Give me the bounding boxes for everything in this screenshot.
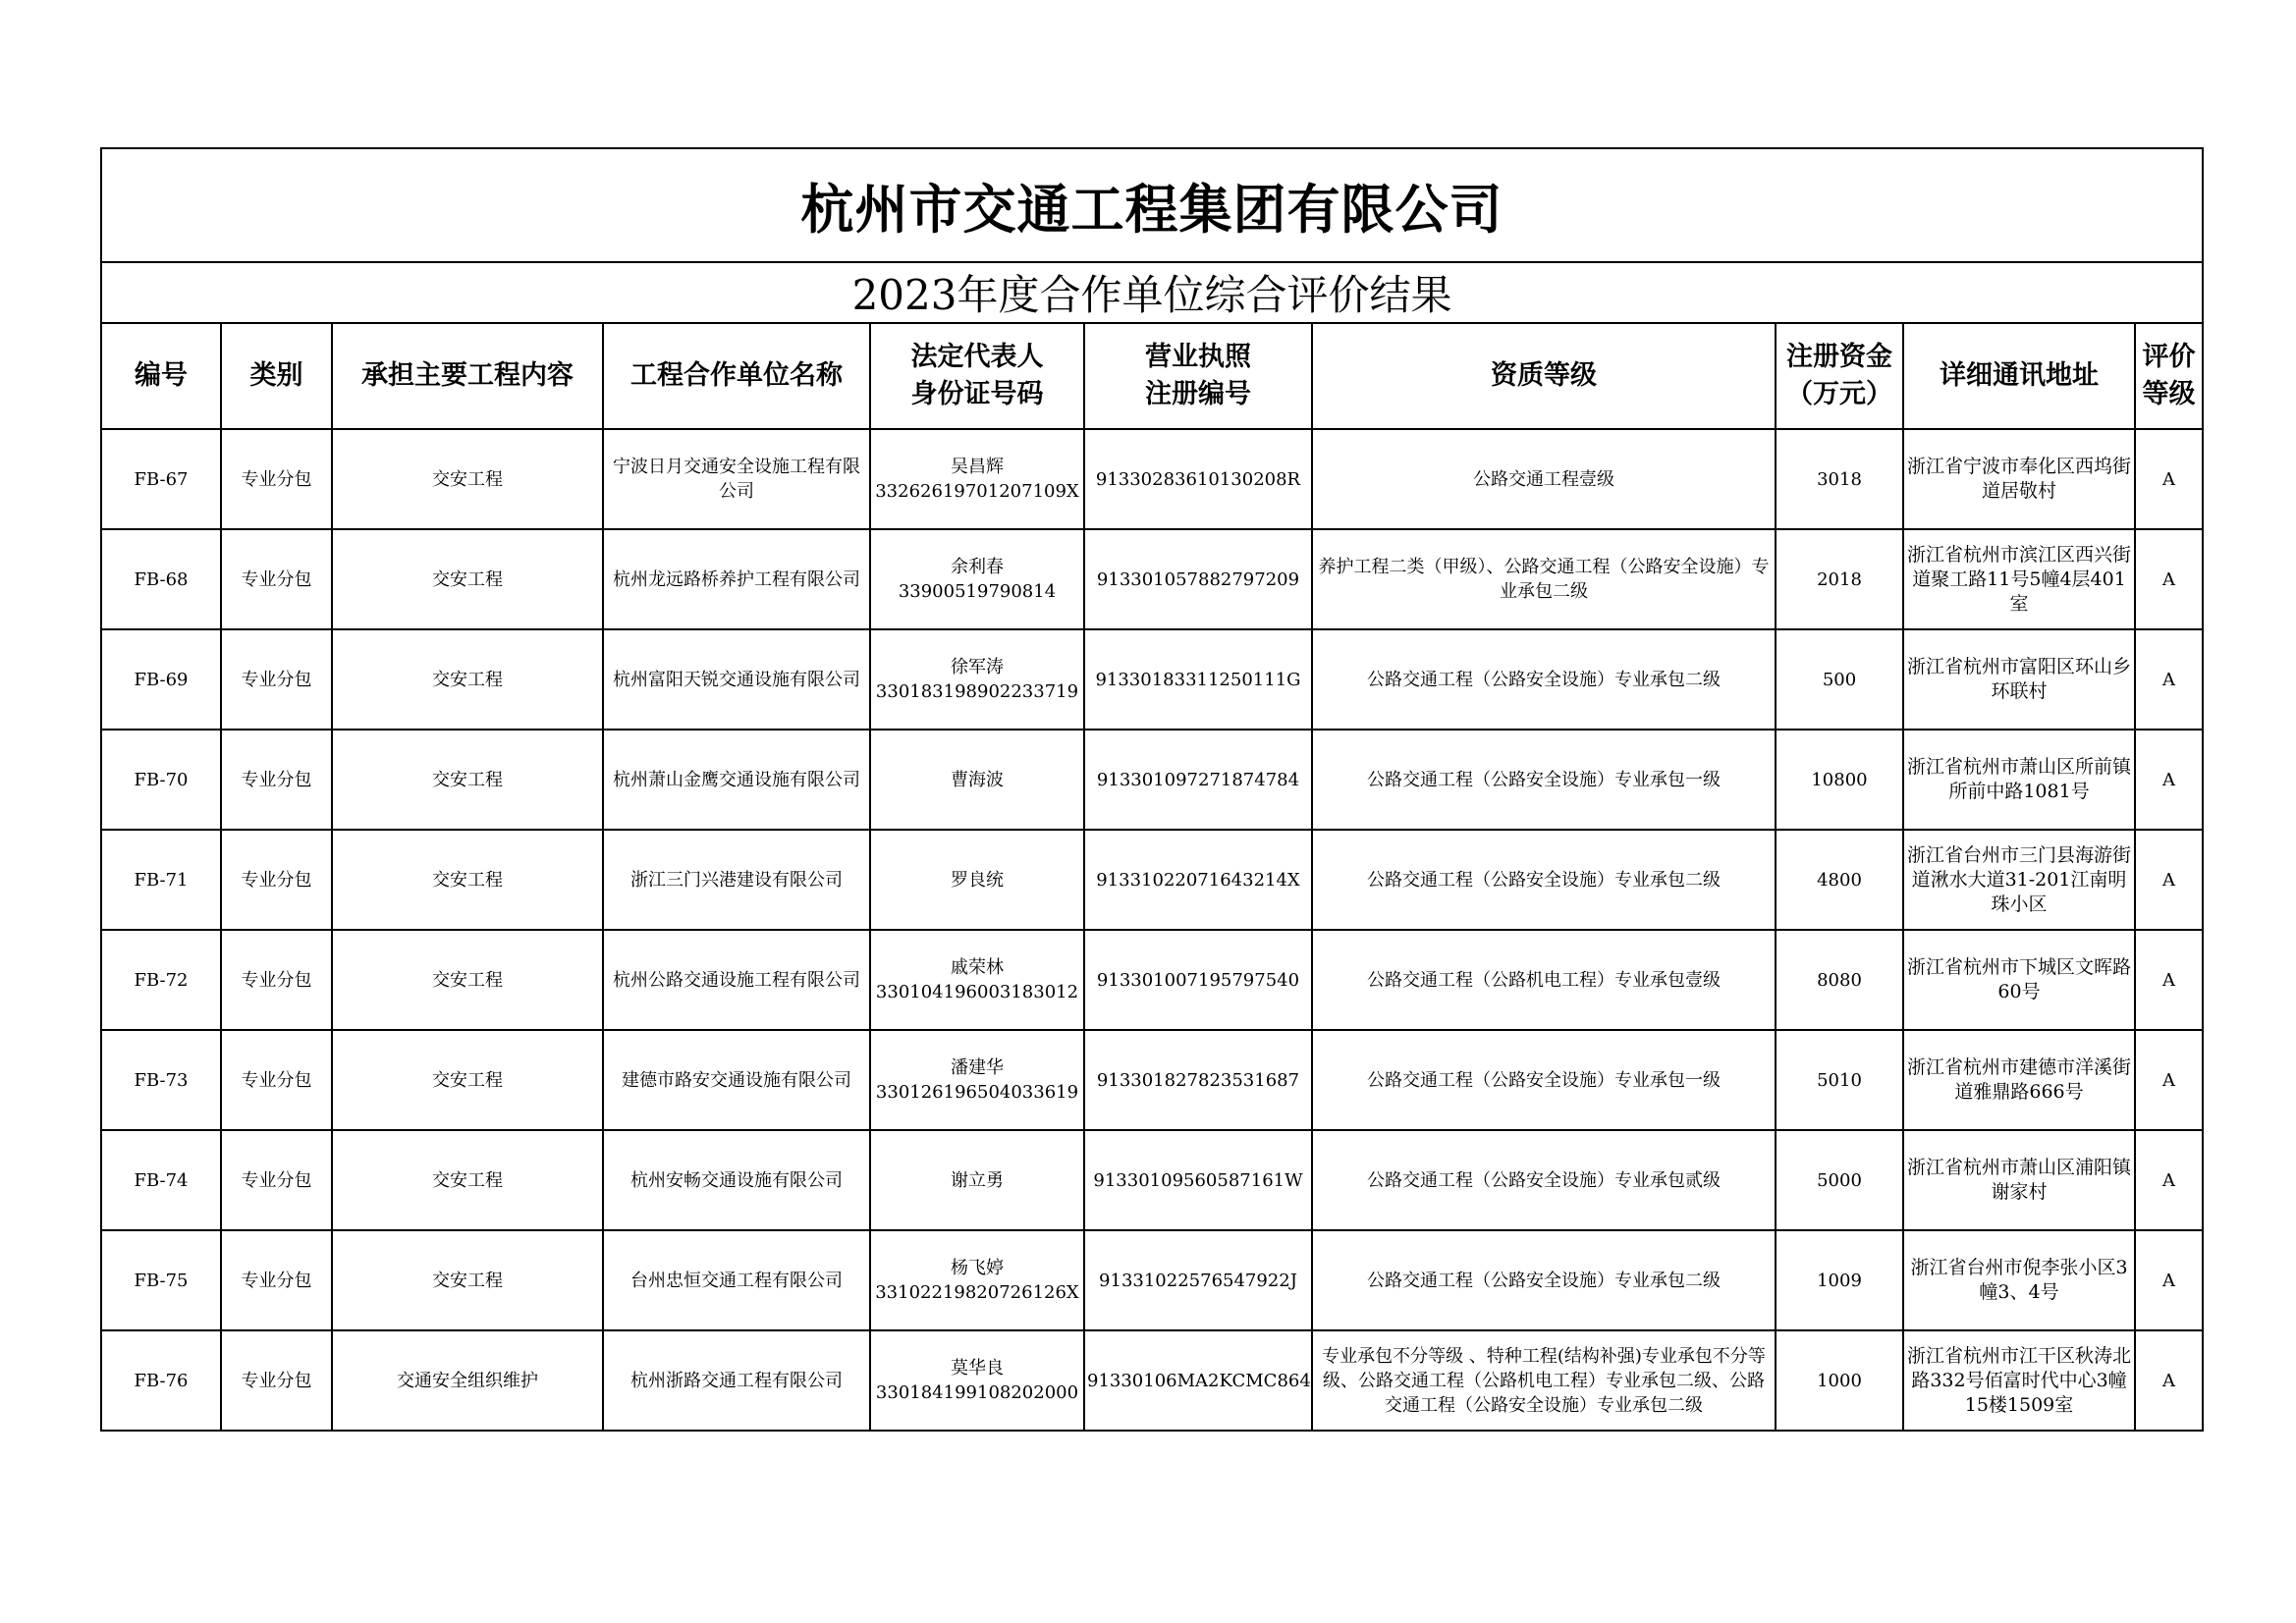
evaluation-table (100, 147, 2204, 1432)
cell-address: 浙江省杭州市萧山区浦阳镇谢家村 (1903, 1130, 2135, 1230)
cell-grade: A (2135, 1030, 2203, 1130)
header-category: 类别 (221, 323, 332, 429)
cell-unit: 杭州富阳天锐交通设施有限公司 (603, 629, 870, 730)
cell-grade: A (2135, 429, 2203, 529)
cell-address: 浙江省杭州市滨江区西兴街道聚工路11号5幢4层401室 (1903, 529, 2135, 629)
cell-content: 交安工程 (332, 1230, 603, 1330)
legal-rep-id: 330184199108202000 (875, 1382, 1079, 1403)
header-grade: 评价 等级 (2135, 323, 2203, 429)
cell-license: 913301827823531687 (1084, 1030, 1312, 1130)
cell-category: 专业分包 (221, 1330, 332, 1431)
legal-rep-name: 徐军涛 (951, 657, 1004, 677)
legal-rep-name: 曹海波 (951, 769, 1004, 790)
table-row (101, 930, 2203, 1030)
cell-address: 浙江省杭州市建德市洋溪街道雅鼎路666号 (1903, 1030, 2135, 1130)
cell-address: 浙江省杭州市萧山区所前镇所前中路1081号 (1903, 730, 2135, 830)
cell-category: 专业分包 (221, 830, 332, 930)
legal-rep-id: 33262619701207109X (875, 481, 1079, 502)
table-row (101, 1030, 2203, 1130)
cell-address: 浙江省宁波市奉化区西坞街道居敬村 (1903, 429, 2135, 529)
cell-capital: 5010 (1776, 1030, 1903, 1130)
cell-category: 专业分包 (221, 1030, 332, 1130)
cell-no: FB-76 (101, 1330, 221, 1431)
cell-content: 交安工程 (332, 629, 603, 730)
cell-category: 专业分包 (221, 629, 332, 730)
cell-unit: 杭州浙路交通工程有限公司 (603, 1330, 870, 1431)
cell-unit: 杭州安畅交通设施有限公司 (603, 1130, 870, 1230)
cell-qualification: 公路交通工程（公路安全设施）专业承包贰级 (1312, 1130, 1776, 1230)
legal-rep-name: 罗良统 (951, 869, 1004, 891)
header-capital: 注册资金 （万元） (1776, 323, 1903, 429)
cell-no: FB-71 (101, 830, 221, 930)
cell-no: FB-75 (101, 1230, 221, 1330)
cell-category: 专业分包 (221, 429, 332, 529)
cell-capital: 10800 (1776, 730, 1903, 830)
cell-capital: 5000 (1776, 1130, 1903, 1230)
cell-unit: 浙江三门兴港建设有限公司 (603, 830, 870, 930)
legal-rep-id: 330104196003183012 (875, 982, 1079, 1002)
cell-address: 浙江省杭州市下城区文晖路60号 (1903, 930, 2135, 1030)
header-license: 营业执照 注册编号 (1084, 323, 1312, 429)
cell-qualification: 公路交通工程壹级 (1312, 429, 1776, 529)
company-title: 杭州市交通工程集团有限公司 (101, 148, 2203, 262)
legal-rep-id: 330126196504033619 (875, 1082, 1079, 1103)
cell-license: 91330283610130208R (1084, 429, 1312, 529)
header-no: 编号 (101, 323, 221, 429)
cell-content: 交安工程 (332, 429, 603, 529)
cell-legal-rep (870, 1330, 1084, 1431)
cell-grade: A (2135, 1130, 2203, 1230)
table-row (101, 1130, 2203, 1230)
cell-content: 交安工程 (332, 1030, 603, 1130)
cell-legal-rep (870, 830, 1084, 930)
cell-qualification: 公路交通工程（公路安全设施）专业承包二级 (1312, 1230, 1776, 1330)
header-row (101, 323, 2203, 429)
cell-license: 91331022071643214X (1084, 830, 1312, 930)
cell-qualification: 公路交通工程（公路安全设施）专业承包二级 (1312, 629, 1776, 730)
cell-legal-rep (870, 730, 1084, 830)
cell-legal-rep (870, 1130, 1084, 1230)
legal-rep-name: 莫华良 (951, 1358, 1004, 1379)
cell-address: 浙江省杭州市江干区秋涛北路332号佰富时代中心3幢15楼1509室 (1903, 1330, 2135, 1431)
cell-category: 专业分包 (221, 529, 332, 629)
cell-legal-rep (870, 930, 1084, 1030)
cell-category: 专业分包 (221, 730, 332, 830)
table-row (101, 1330, 2203, 1431)
cell-no: FB-73 (101, 1030, 221, 1130)
cell-legal-rep (870, 1030, 1084, 1130)
header-unit: 工程合作单位名称 (603, 323, 870, 429)
cell-no: FB-67 (101, 429, 221, 529)
cell-unit: 建德市路安交通设施有限公司 (603, 1030, 870, 1130)
cell-license: 913301057882797209 (1084, 529, 1312, 629)
cell-grade: A (2135, 529, 2203, 629)
cell-capital: 3018 (1776, 429, 1903, 529)
legal-rep-name: 戚荣林 (951, 957, 1004, 978)
cell-capital: 500 (1776, 629, 1903, 730)
cell-no: FB-72 (101, 930, 221, 1030)
cell-license: 91331022576547922J (1084, 1230, 1312, 1330)
cell-grade: A (2135, 1230, 2203, 1330)
cell-capital: 2018 (1776, 529, 1903, 629)
legal-rep-name: 吴昌辉 (951, 457, 1004, 477)
header-legal-rep: 法定代表人 身份证号码 (870, 323, 1084, 429)
cell-no: FB-69 (101, 629, 221, 730)
cell-no: FB-70 (101, 730, 221, 830)
cell-content: 交安工程 (332, 1130, 603, 1230)
cell-unit: 杭州龙远路桥养护工程有限公司 (603, 529, 870, 629)
cell-qualification: 公路交通工程（公路安全设施）专业承包一级 (1312, 1030, 1776, 1130)
legal-rep-name: 杨飞婷 (951, 1258, 1004, 1278)
cell-content: 交通安全组织维护 (332, 1330, 603, 1431)
cell-category: 专业分包 (221, 1130, 332, 1230)
report-subtitle: 2023年度合作单位综合评价结果 (101, 262, 2203, 323)
cell-no: FB-68 (101, 529, 221, 629)
cell-category: 专业分包 (221, 1230, 332, 1330)
header-address: 详细通讯地址 (1903, 323, 2135, 429)
cell-capital: 1009 (1776, 1230, 1903, 1330)
cell-license: 91330106MA2KCMC864 (1084, 1330, 1312, 1431)
cell-license: 913301097271874784 (1084, 730, 1312, 830)
cell-license: 91330183311250111G (1084, 629, 1312, 730)
cell-address: 浙江省台州市三门县海游街道湫水大道31-201江南明珠小区 (1903, 830, 2135, 930)
cell-qualification: 养护工程二类（甲级）、公路交通工程（公路安全设施）专业承包二级 (1312, 529, 1776, 629)
evaluation-sheet (100, 147, 2202, 1432)
table-row (101, 429, 2203, 529)
table-row (101, 730, 2203, 830)
legal-rep-id: 33900519790814 (898, 581, 1057, 602)
cell-grade: A (2135, 730, 2203, 830)
cell-unit: 宁波日月交通安全设施工程有限公司 (603, 429, 870, 529)
cell-grade: A (2135, 830, 2203, 930)
table-row (101, 1230, 2203, 1330)
cell-license: 91330109560587161W (1084, 1130, 1312, 1230)
cell-address: 浙江省台州市倪李张小区3幢3、4号 (1903, 1230, 2135, 1330)
cell-license: 913301007195797540 (1084, 930, 1312, 1030)
cell-content: 交安工程 (332, 830, 603, 930)
legal-rep-name: 谢立勇 (951, 1169, 1004, 1191)
cell-qualification: 公路交通工程（公路安全设施）专业承包二级 (1312, 830, 1776, 930)
header-content: 承担主要工程内容 (332, 323, 603, 429)
cell-no: FB-74 (101, 1130, 221, 1230)
legal-rep-id: 330183198902233719 (875, 681, 1079, 702)
table-row (101, 529, 2203, 629)
legal-rep-id: 33102219820726126X (875, 1282, 1079, 1303)
legal-rep-name: 潘建华 (951, 1057, 1004, 1078)
table-row (101, 629, 2203, 730)
cell-category: 专业分包 (221, 930, 332, 1030)
cell-grade: A (2135, 1330, 2203, 1431)
cell-legal-rep (870, 529, 1084, 629)
cell-unit: 杭州公路交通设施工程有限公司 (603, 930, 870, 1030)
table-row (101, 830, 2203, 930)
cell-content: 交安工程 (332, 529, 603, 629)
cell-grade: A (2135, 629, 2203, 730)
cell-qualification: 公路交通工程（公路安全设施）专业承包一级 (1312, 730, 1776, 830)
table-body (101, 429, 2203, 1431)
cell-legal-rep (870, 1230, 1084, 1330)
cell-capital: 4800 (1776, 830, 1903, 930)
cell-unit: 台州忠恒交通工程有限公司 (603, 1230, 870, 1330)
cell-capital: 1000 (1776, 1330, 1903, 1431)
cell-grade: A (2135, 930, 2203, 1030)
cell-legal-rep (870, 629, 1084, 730)
cell-qualification: 公路交通工程（公路机电工程）专业承包壹级 (1312, 930, 1776, 1030)
cell-address: 浙江省杭州市富阳区环山乡环联村 (1903, 629, 2135, 730)
header-qualification: 资质等级 (1312, 323, 1776, 429)
legal-rep-name: 余利春 (951, 557, 1004, 577)
cell-content: 交安工程 (332, 930, 603, 1030)
cell-qualification: 专业承包不分等级 、特种工程(结构补强)专业承包不分等级、公路交通工程（公路机电工程）专业承包二级、公路交通工程（公路安全设施）专业承包二级 (1312, 1330, 1776, 1431)
cell-content: 交安工程 (332, 730, 603, 830)
cell-legal-rep (870, 429, 1084, 529)
cell-capital: 8080 (1776, 930, 1903, 1030)
cell-unit: 杭州萧山金鹰交通设施有限公司 (603, 730, 870, 830)
